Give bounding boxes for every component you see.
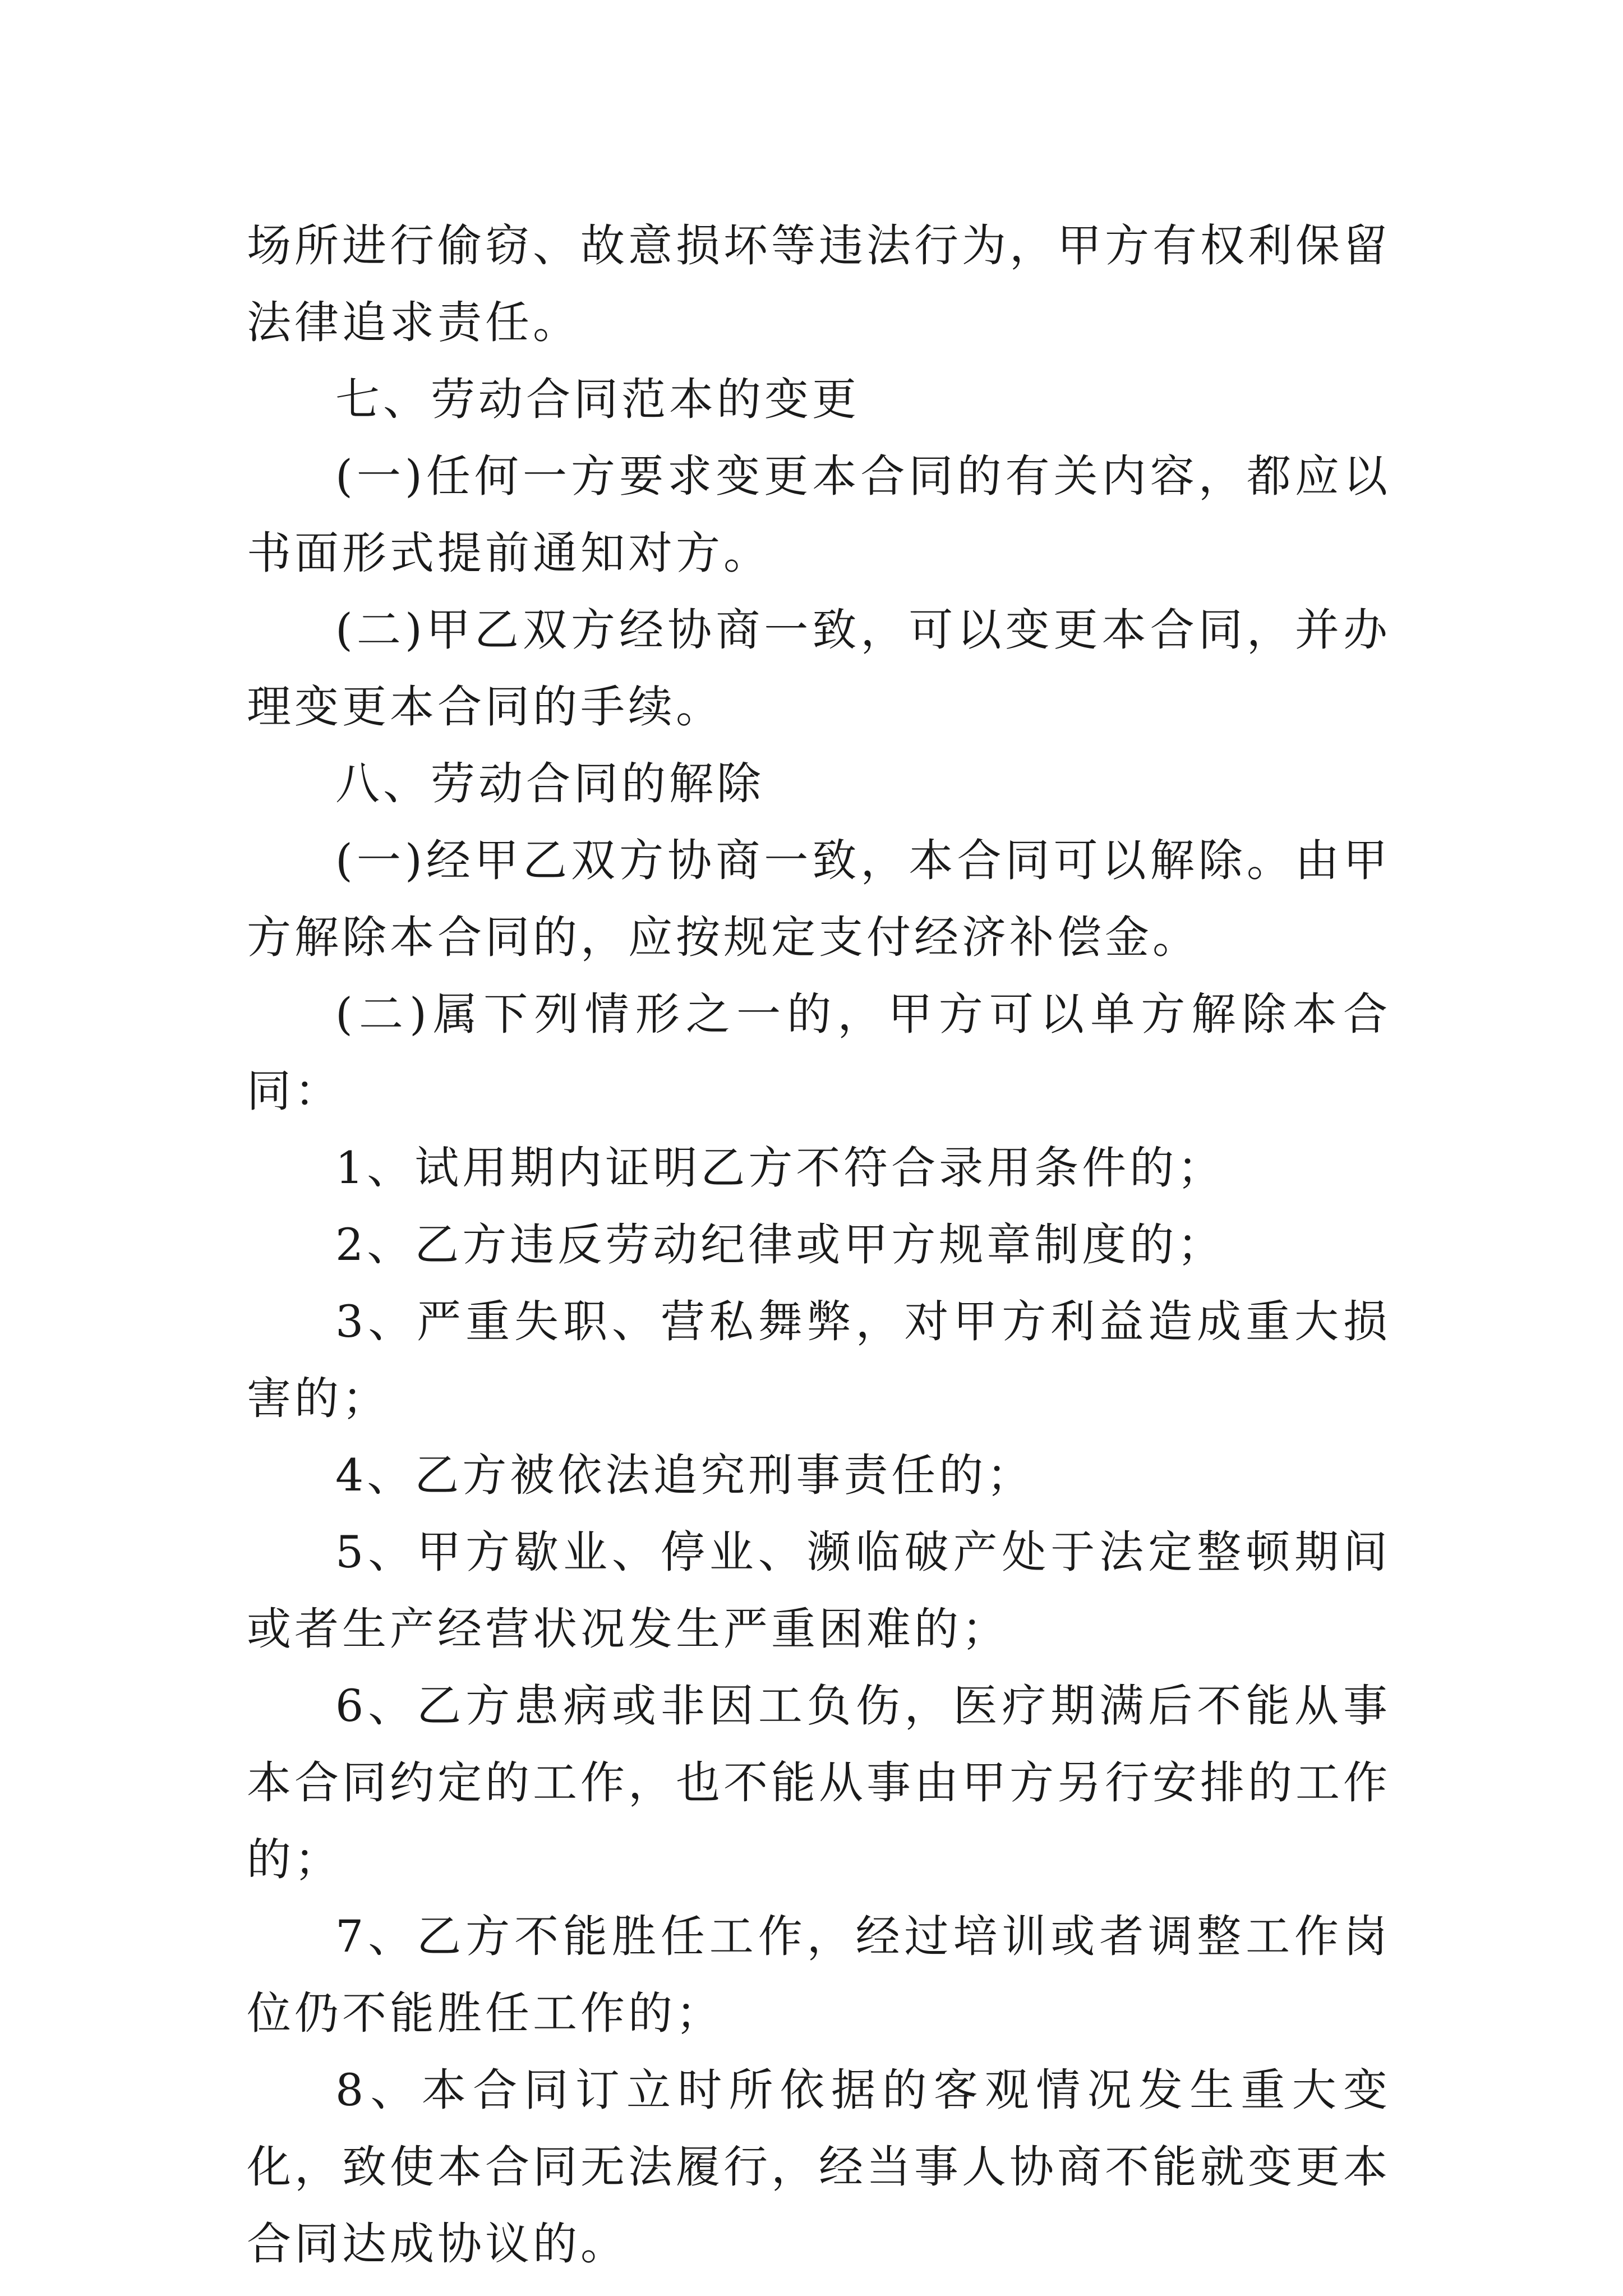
list-item: 1、试用期内证明乙方不符合录用条件的； bbox=[335, 1142, 1225, 1194]
list-item: 3、严重失职、营私舞弊，对甲方利益造成重大损害的； bbox=[247, 1296, 1391, 1424]
document-body bbox=[247, 208, 1391, 2283]
paragraph-continuation: 场所进行偷窃、故意损坏等违法行为，甲方有权利保留法律追求责任。 bbox=[247, 220, 1391, 348]
list-item: 4、乙方被依法追究刑事责任的； bbox=[335, 1450, 1035, 1501]
paragraph-termination-unilateral: (二)属下列情形之一的，甲方可以单方解除本合同： bbox=[247, 988, 1391, 1117]
list-item: 7、乙方不能胜任工作，经过培训或者调整工作岗位仍不能胜任工作的； bbox=[247, 1911, 1391, 2039]
paragraph-change-notice: (一)任何一方要求变更本合同的有关内容，都应以书面形式提前通知对方。 bbox=[247, 450, 1391, 579]
section-heading-contract-termination: 八、劳动合同的解除 bbox=[335, 758, 764, 809]
list-item: 5、甲方歇业、停业、濒临破产处于法定整顿期间或者生产经营状况发生严重困难的； bbox=[247, 1526, 1391, 1655]
list-item: 2、乙方违反劳动纪律或甲方规章制度的； bbox=[335, 1219, 1225, 1271]
list-item: 8、本合同订立时所依据的客观情况发生重大变化，致使本合同无法履行，经当事人协商不能就变更本合同达成协议的。 bbox=[247, 2064, 1391, 2270]
list-item: 6、乙方患病或非因工负伤，医疗期满后不能从事本合同约定的工作，也不能从事由甲方另行安排的工作的； bbox=[247, 1680, 1391, 1885]
paragraph-change-agreement: (二)甲乙双方经协商一致，可以变更本合同，并办理变更本合同的手续。 bbox=[247, 604, 1391, 733]
section-heading-contract-change: 七、劳动合同范本的变更 bbox=[335, 374, 860, 425]
paragraph-termination-mutual: (一)经甲乙双方协商一致，本合同可以解除。由甲方解除本合同的，应按规定支付经济补偿金。 bbox=[247, 835, 1391, 963]
